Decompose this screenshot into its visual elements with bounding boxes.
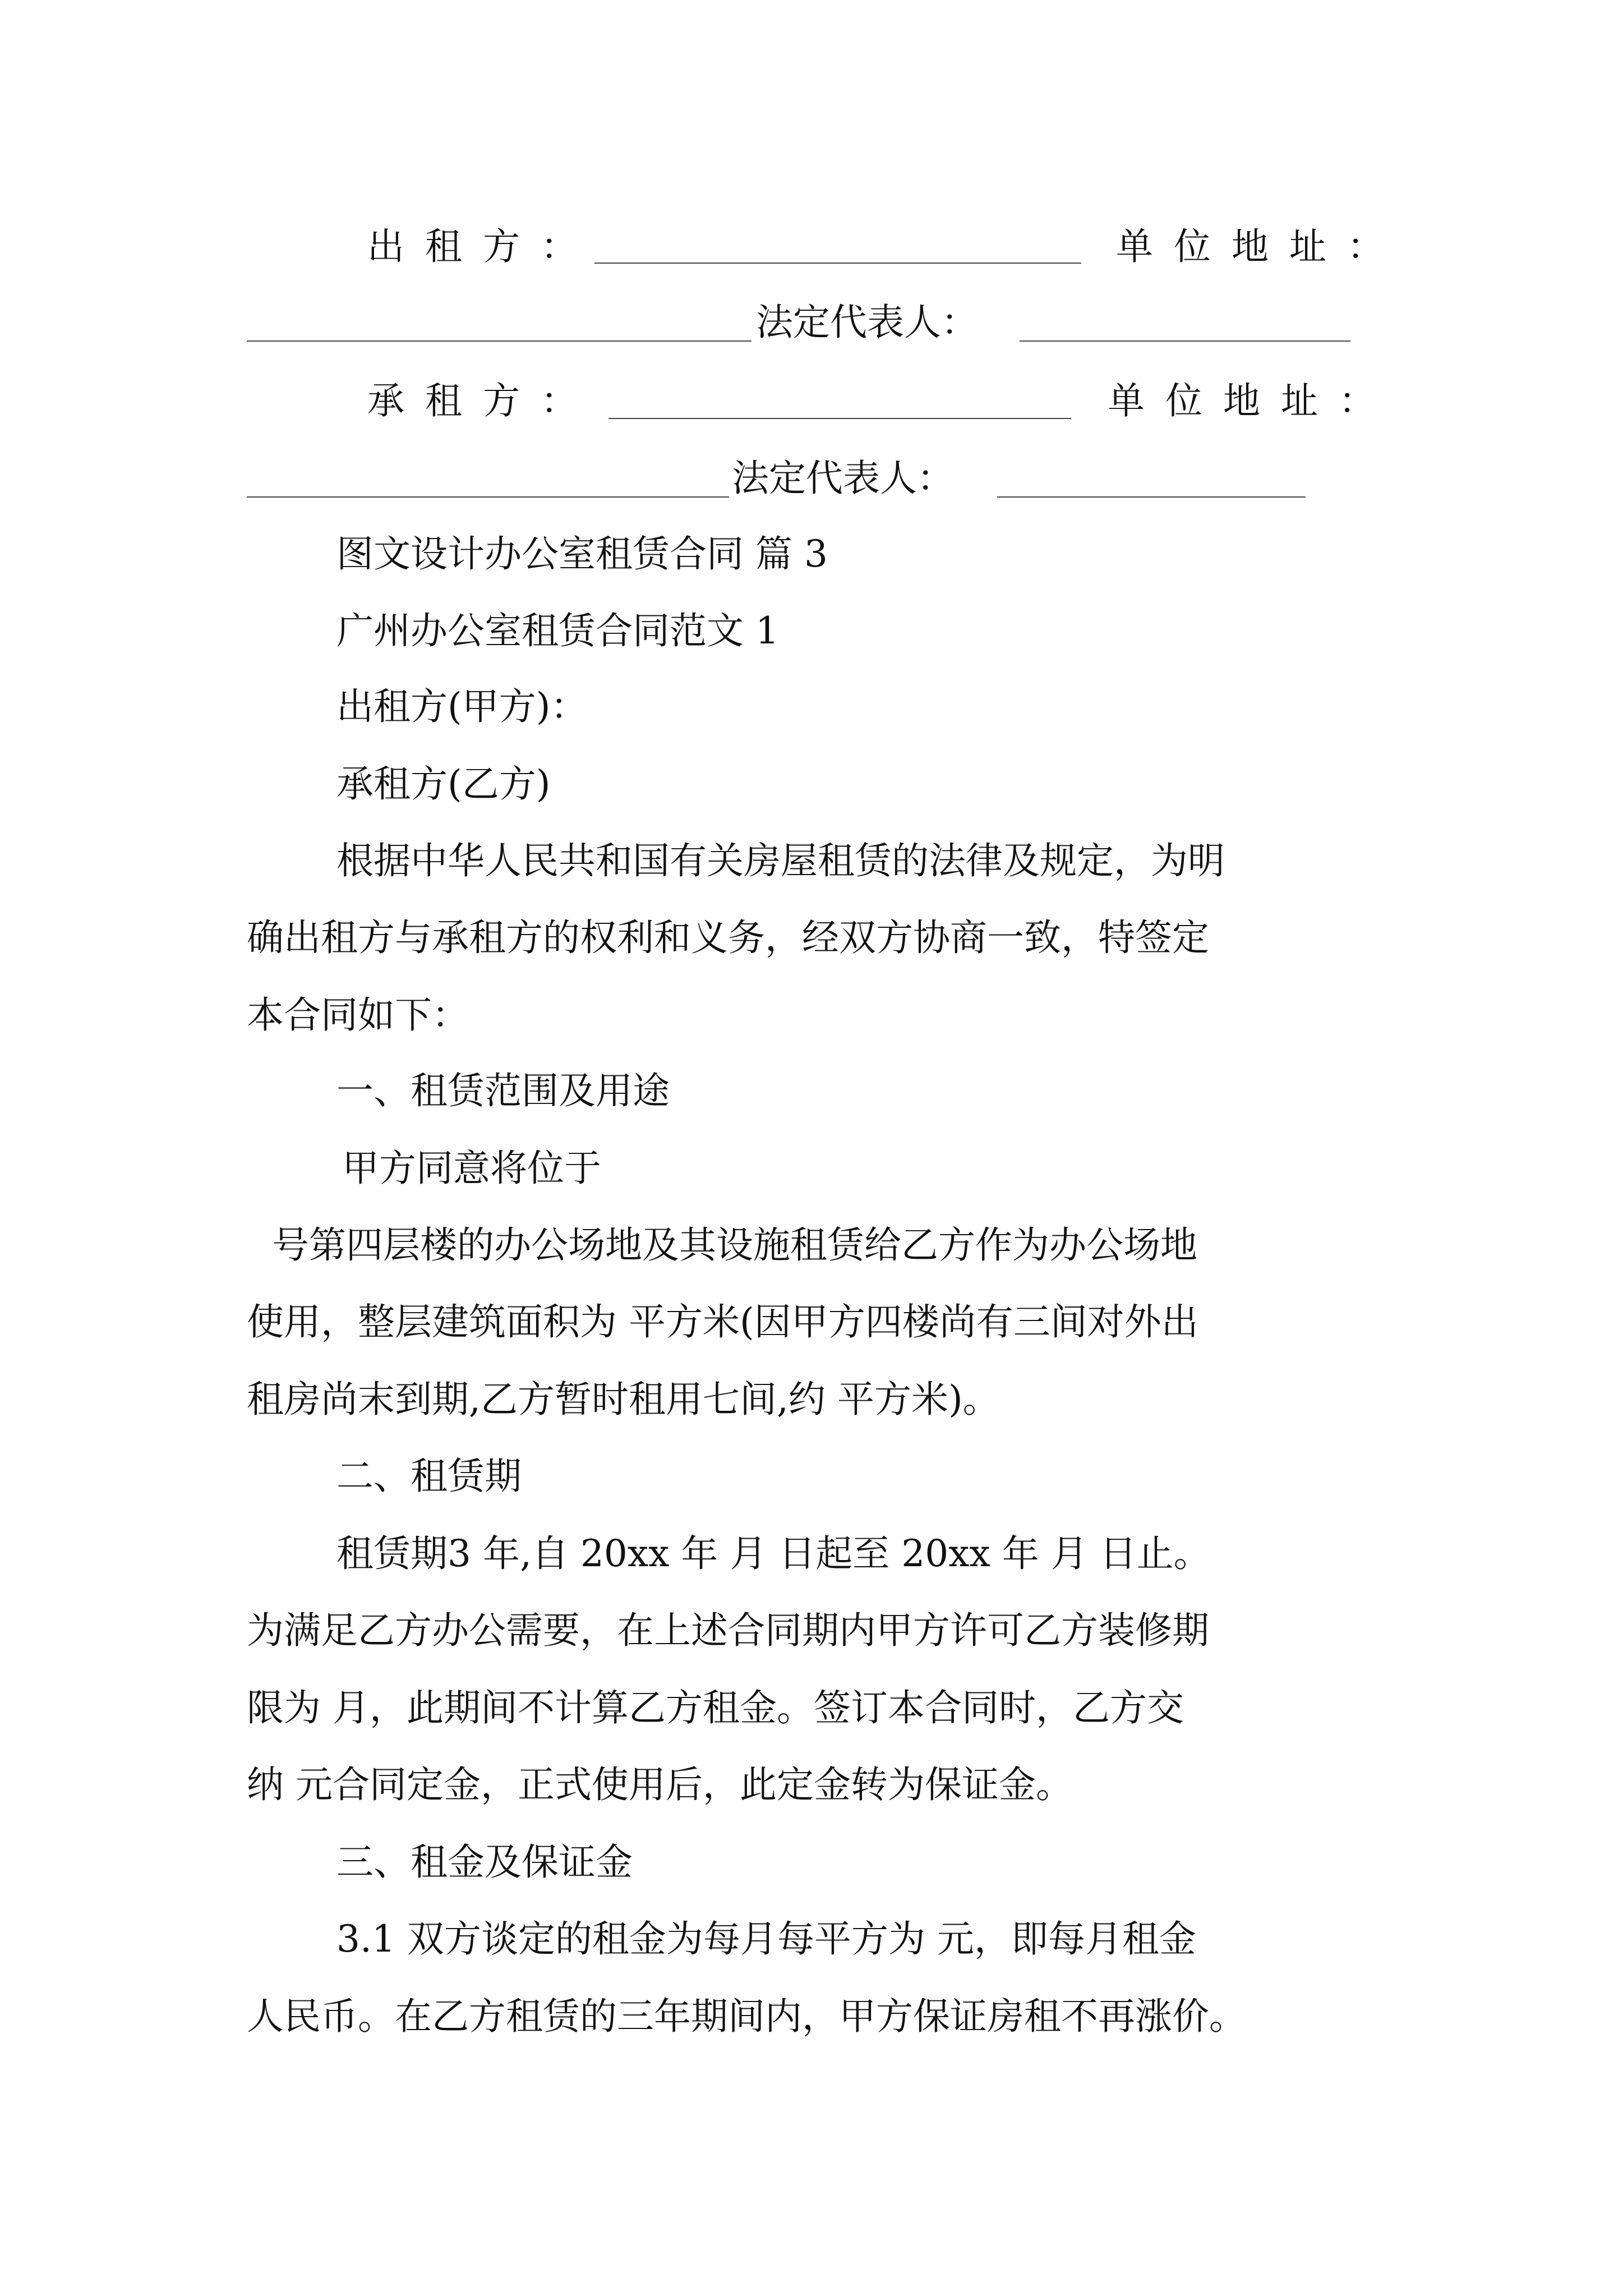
heading-2: 二、租赁期 — [336, 1455, 522, 1498]
para-2-line-4: 纳 元合同定金，正式使用后，此定金转为保证金。 — [247, 1763, 1073, 1806]
preamble-line-3: 本合同如下： — [247, 993, 469, 1037]
subtitle: 广州办公室租赁合同范文 1 — [336, 609, 779, 652]
lessor-label: 出 租 方 ： — [367, 225, 582, 268]
lessor-address-label: 单 位 地 址 ： — [1116, 225, 1389, 268]
party-a: 出租方(甲方)： — [336, 685, 588, 728]
lessor-name-blank — [594, 263, 1081, 264]
para-3-line-2: 人民币。在乙方租赁的三年期间内，甲方保证房租不再涨价。 — [247, 1995, 1246, 2038]
lessee-rep-label: 法定代表人： — [732, 457, 954, 500]
lessee-address-blank — [247, 496, 729, 498]
para-1-line-4: 租房尚末到期,乙方暂时租用七间,约 平方米)。 — [247, 1378, 1000, 1421]
para-1-line-3: 使用，整层建筑面积为 平方米(因甲方四楼尚有三间对外出 — [247, 1300, 1198, 1343]
section-title: 图文设计办公室租赁合同 篇 3 — [336, 532, 828, 576]
para-3-line-1: 3.1 双方谈定的租金为每月每平方为 元，即每月租金 — [336, 1917, 1196, 1961]
para-2-line-3: 限为 月，此期间不计算乙方租金。签订本合同时，乙方交 — [247, 1686, 1184, 1729]
para-1-line-2: 号第四层楼的办公场地及其设施租赁给乙方作为办公场地 — [272, 1223, 1197, 1267]
party-b: 承租方(乙方) — [336, 762, 551, 806]
preamble-line-2: 确出租方与承租方的权利和义务，经双方协商一致，特签定 — [247, 916, 1209, 959]
lessee-label: 承 租 方 ： — [367, 379, 582, 422]
lessee-name-blank — [608, 418, 1071, 419]
preamble-line-1: 根据中华人民共和国有关房屋租赁的法律及规定，为明 — [336, 839, 1225, 882]
para-2-line-1: 租赁期3 年,自 20xx 年 月 日起至 20xx 年 月 日止。 — [336, 1532, 1211, 1575]
lessee-address-label: 单 位 地 址 ： — [1108, 379, 1380, 422]
lessor-rep-blank — [1020, 341, 1350, 342]
para-2-line-2: 为满足乙方办公需要，在上述合同期内甲方许可乙方装修期 — [247, 1609, 1209, 1652]
heading-3: 三、租金及保证金 — [336, 1841, 633, 1884]
lessor-address-blank — [247, 341, 751, 342]
heading-1: 一、租赁范围及用途 — [336, 1069, 670, 1112]
para-1-line-1: 甲方同意将位于 — [342, 1147, 601, 1190]
lessor-rep-label: 法定代表人： — [756, 301, 978, 344]
lessee-rep-blank — [997, 496, 1306, 498]
